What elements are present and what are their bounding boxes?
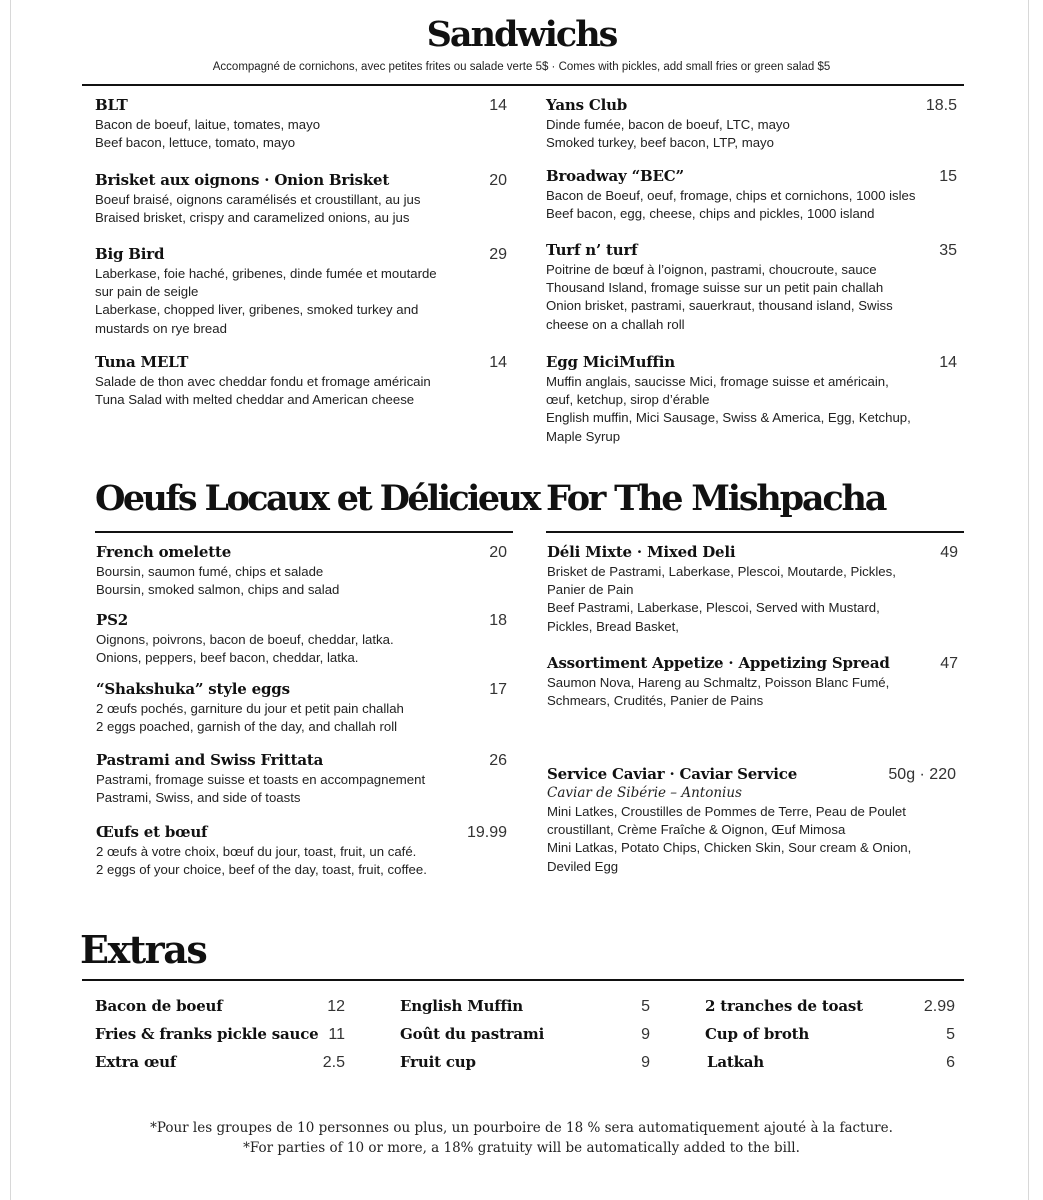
item-desc-line: Mini Latkes, Croustilles de Pommes de Terre, Peau de Poulet bbox=[547, 804, 906, 819]
item-price: 20 bbox=[489, 544, 507, 561]
item-name: Yans Club bbox=[546, 96, 628, 114]
item-desc-line: Panier de Pain bbox=[547, 582, 634, 598]
menu-item bbox=[96, 611, 507, 667]
extra-price: 5 bbox=[641, 998, 650, 1015]
item-desc-line: Boursin, saumon fumé, chips et salade bbox=[96, 564, 324, 579]
page-edge-left bbox=[10, 0, 11, 1200]
item-desc-line: œuf, ketchup, sirop d’érable bbox=[546, 392, 710, 408]
item-desc-line: sur pain de seigle bbox=[95, 284, 199, 300]
oeufs-rule bbox=[95, 531, 513, 533]
item-price: 19.99 bbox=[466, 824, 507, 841]
item-price: 26 bbox=[489, 752, 507, 769]
item-desc-line: Oignons, poivrons, bacon de boeuf, cheddar, latka. bbox=[96, 632, 394, 647]
item-name: “Shakshuka” style eggs bbox=[96, 680, 290, 698]
menu-item bbox=[546, 353, 957, 446]
menu-item bbox=[546, 96, 957, 152]
item-desc-line: Laberkase, chopped liver, gribenes, smoked turkey and bbox=[95, 302, 419, 318]
item-name: Service Caviar · Caviar Service bbox=[547, 765, 798, 783]
extra-name: Fries & franks pickle sauce bbox=[95, 1025, 319, 1043]
item-price: 18.5 bbox=[925, 97, 957, 114]
item-price: 14 bbox=[939, 354, 957, 371]
menu-item bbox=[546, 167, 957, 223]
gratuity-note-en: *For parties of 10 or more, a 18% gratuity will be automatically added to the bill. bbox=[243, 1140, 800, 1156]
item-name: Œufs et bœuf bbox=[96, 823, 208, 841]
item-desc-line: Bacon de boeuf, laitue, tomates, mayo bbox=[95, 117, 321, 132]
item-name: French omelette bbox=[96, 543, 232, 561]
item-desc-line: Saumon Nova, Hareng au Schmaltz, Poisson Blanc Fumé, bbox=[547, 675, 890, 690]
menu-item bbox=[95, 171, 507, 227]
extra-name: Latkah bbox=[707, 1053, 765, 1071]
item-desc-line: Thousand Island, fromage suisse sur un petit pain challah bbox=[546, 280, 884, 296]
extra-price: 11 bbox=[328, 1026, 345, 1043]
item-name: Turf n’ turf bbox=[546, 241, 638, 259]
item-desc-line: Pastrami, Swiss, and side of toasts bbox=[96, 790, 301, 806]
item-desc-line: Onion brisket, pastrami, sauerkraut, thousand island, Swiss bbox=[546, 298, 893, 314]
extra-price: 2.99 bbox=[923, 998, 955, 1015]
extra-item bbox=[95, 1053, 345, 1072]
extra-price: 12 bbox=[327, 998, 345, 1015]
item-price: 29 bbox=[489, 246, 507, 263]
item-desc-line: Beef bacon, lettuce, tomato, mayo bbox=[95, 135, 296, 151]
oeufs-title: Oeufs Locaux et Délicieux bbox=[95, 478, 539, 519]
item-name: BLT bbox=[95, 96, 128, 114]
item-desc-line: English muffin, Mici Sausage, Swiss & America, Egg, Ketchup, bbox=[546, 410, 911, 426]
item-desc-line: Tuna Salad with melted cheddar and American cheese bbox=[95, 392, 415, 408]
item-desc-line: Dinde fumée, bacon de boeuf, LTC, mayo bbox=[546, 117, 790, 132]
item-desc-line: Pastrami, fromage suisse et toasts en accompagnement bbox=[96, 772, 426, 787]
item-desc-line: Beef bacon, egg, cheese, chips and pickles, 1000 island bbox=[546, 206, 875, 222]
item-subtitle: Caviar de Sibérie – Antonius bbox=[547, 785, 742, 801]
item-price: 50g · 220 bbox=[888, 766, 956, 783]
extra-name: English Muffin bbox=[400, 997, 524, 1015]
item-desc-line: Pickles, Bread Basket, bbox=[547, 618, 679, 634]
item-name: Egg MiciMuffin bbox=[546, 353, 675, 371]
item-price: 49 bbox=[940, 544, 958, 561]
item-desc-line: Mini Latkas, Potato Chips, Chicken Skin, Sour cream & Onion, bbox=[547, 840, 912, 856]
item-desc-line: Onions, peppers, beef bacon, cheddar, latka. bbox=[96, 650, 359, 666]
item-desc-line: Braised brisket, crispy and caramelized onions, au jus bbox=[95, 210, 410, 226]
item-desc-line: Smoked turkey, beef bacon, LTP, mayo bbox=[546, 135, 774, 151]
item-desc-line: Bacon de Boeuf, oeuf, fromage, chips et cornichons, 1000 isles bbox=[546, 188, 916, 203]
extra-name: Fruit cup bbox=[400, 1053, 476, 1071]
menu-item bbox=[95, 245, 507, 338]
extra-price: 9 bbox=[641, 1054, 650, 1071]
menu-item bbox=[96, 680, 507, 736]
item-desc-line: 2 eggs of your choice, beef of the day, toast, fruit, coffee. bbox=[96, 862, 427, 878]
extra-name: Cup of broth bbox=[705, 1025, 810, 1043]
mishpacha-rule bbox=[546, 531, 964, 533]
page-edge-right bbox=[1028, 0, 1029, 1200]
sandwichs-rule bbox=[82, 84, 964, 86]
extra-item bbox=[400, 997, 650, 1016]
item-desc-line: Deviled Egg bbox=[547, 858, 619, 874]
item-price: 14 bbox=[489, 354, 507, 371]
item-desc-line: Boeuf braisé, oignons caramélisés et croustillant, au jus bbox=[95, 192, 421, 207]
item-desc-line: Laberkase, foie haché, gribenes, dinde fumée et moutarde bbox=[95, 266, 437, 281]
extra-price: 9 bbox=[641, 1026, 650, 1043]
item-name: Déli Mixte · Mixed Deli bbox=[547, 543, 736, 561]
extra-item bbox=[95, 1025, 345, 1044]
extra-price: 6 bbox=[946, 1054, 955, 1071]
item-name: Pastrami and Swiss Frittata bbox=[96, 751, 324, 769]
item-price: 35 bbox=[939, 242, 957, 259]
gratuity-note-fr: *Pour les groupes de 10 personnes ou plus, un pourboire de 18 % sera automatiquement ajouté à la facture. bbox=[150, 1120, 893, 1136]
item-name: Big Bird bbox=[95, 245, 165, 263]
item-desc-line: 2 œufs pochés, garniture du jour et petit pain challah bbox=[96, 701, 404, 716]
menu-item bbox=[95, 353, 507, 409]
item-price: 17 bbox=[489, 681, 507, 698]
item-price: 47 bbox=[940, 655, 958, 672]
extra-name: Bacon de boeuf bbox=[95, 997, 223, 1015]
item-desc-line: mustards on rye bread bbox=[95, 320, 227, 336]
extra-name: Extra œuf bbox=[95, 1053, 177, 1071]
menu-item bbox=[96, 823, 507, 879]
extra-item bbox=[95, 997, 345, 1016]
item-desc-line: Muffin anglais, saucisse Mici, fromage suisse et américain, bbox=[546, 374, 889, 389]
item-desc-line: Maple Syrup bbox=[546, 428, 621, 444]
item-name: Tuna MELT bbox=[95, 353, 189, 371]
item-desc-line: Boursin, smoked salmon, chips and salad bbox=[96, 582, 340, 598]
extra-name: Goût du pastrami bbox=[400, 1025, 545, 1043]
item-name: Broadway “BEC” bbox=[546, 167, 684, 185]
menu-item bbox=[96, 751, 507, 807]
extra-item bbox=[400, 1025, 650, 1044]
item-desc-line: croustillant, Crème Fraîche & Oignon, Œuf Mimosa bbox=[547, 822, 846, 838]
item-name: Brisket aux oignons · Onion Brisket bbox=[95, 171, 390, 189]
item-name: PS2 bbox=[96, 611, 128, 629]
extras-rule bbox=[82, 979, 964, 981]
item-desc-line: Poitrine de bœuf à l’oignon, pastrami, choucroute, sauce bbox=[546, 262, 877, 277]
extra-item bbox=[400, 1053, 650, 1072]
item-price: 15 bbox=[939, 168, 957, 185]
menu-item bbox=[95, 96, 507, 152]
item-desc-line: 2 œufs à votre choix, bœuf du jour, toast, fruit, un café. bbox=[96, 844, 417, 859]
item-desc-line: Schmears, Crudités, Panier de Pains bbox=[547, 693, 764, 709]
extra-price: 2.5 bbox=[322, 1054, 345, 1071]
sandwichs-subtitle: Accompagné de cornichons, avec petites frites ou salade verte 5$ · Comes with pickles, add small fries or green salad $5 bbox=[212, 61, 831, 73]
extra-item bbox=[705, 1025, 955, 1044]
item-desc-line: Salade de thon avec cheddar fondu et fromage américain bbox=[95, 374, 431, 389]
extras-title: Extras bbox=[80, 927, 207, 972]
menu-item bbox=[546, 241, 957, 334]
sandwichs-title: Sandwichs bbox=[426, 14, 617, 55]
extra-item bbox=[707, 1053, 955, 1072]
mishpacha-title: For The Mishpacha bbox=[546, 478, 886, 519]
item-desc-line: 2 eggs poached, garnish of the day, and challah roll bbox=[96, 719, 398, 735]
item-price: 20 bbox=[489, 172, 507, 189]
menu-item bbox=[547, 654, 958, 710]
item-price: 14 bbox=[489, 97, 507, 114]
menu-item bbox=[547, 765, 958, 876]
menu-item bbox=[96, 543, 507, 599]
extra-item bbox=[705, 997, 955, 1016]
item-price: 18 bbox=[489, 612, 507, 629]
extra-price: 5 bbox=[946, 1026, 955, 1043]
extra-name: 2 tranches de toast bbox=[705, 997, 863, 1015]
item-desc-line: Brisket de Pastrami, Laberkase, Plescoi, Moutarde, Pickles, bbox=[547, 564, 896, 579]
item-desc-line: cheese on a challah roll bbox=[546, 316, 685, 332]
item-name: Assortiment Appetize · Appetizing Spread bbox=[547, 654, 890, 672]
menu-item bbox=[547, 543, 958, 636]
item-desc-line: Beef Pastrami, Laberkase, Plescoi, Served with Mustard, bbox=[547, 600, 880, 616]
